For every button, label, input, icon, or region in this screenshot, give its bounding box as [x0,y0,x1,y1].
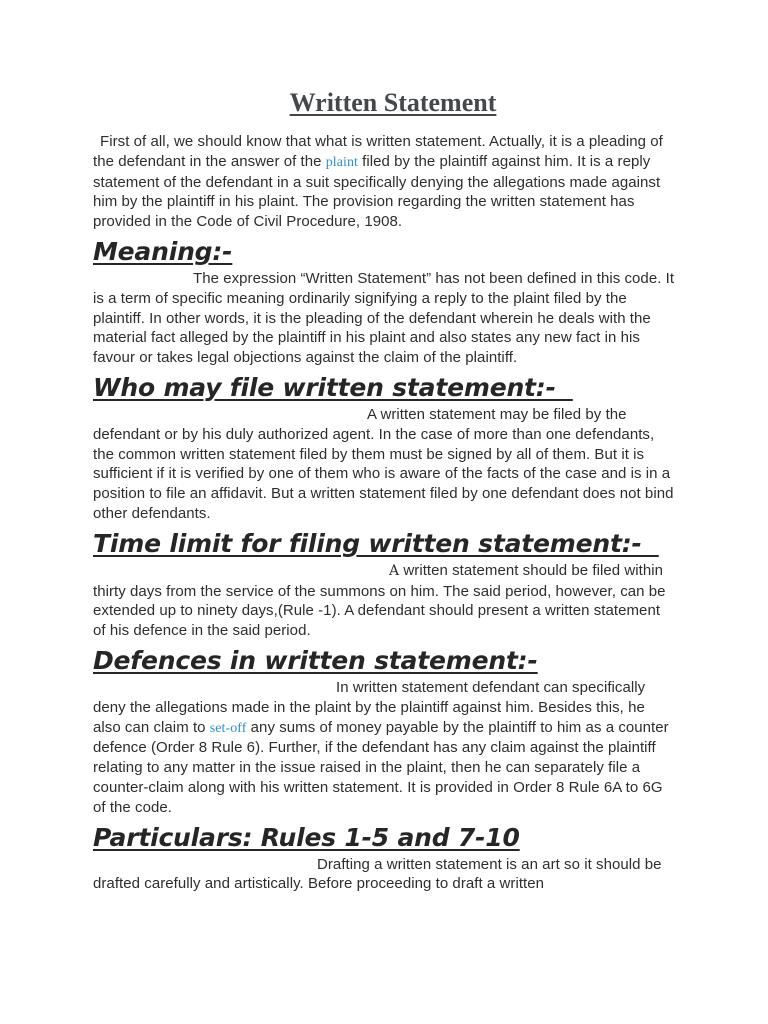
document-title: Written Statement [289,88,497,117]
who-may-file-text: A written statement may be filed by the defendant or by his duly authorized agent. In the case of more than one defendants, the common written statement filed by them must be signed by all of them. But it is sufficient if it is verified by one of them who is aware of the facts of the case and is in a position to file an affidavit. But a written statement filed by one defendant does not bind other defendants. [93,405,674,522]
plaint-link[interactable]: plaint [325,154,358,170]
time-limit-paragraph [93,561,675,641]
defences-paragraph [93,678,675,818]
document-page [93,86,675,894]
defences-text-part1: In written statement defendant can specifically deny the allegations made in the plaint by the plaintiff against him. Besides this, he also can claim to [93,678,646,736]
particulars-text: Drafting a written statement is an art so it should be drafted carefully and artistically. Before proceeding to draft a written [93,855,662,893]
set-off-link[interactable]: set-off [209,720,247,736]
time-limit-cap: A [389,562,400,579]
time-limit-text: written statement should be filed within thirty days from the service of the summons on him. The said period, however, can be extended up to ninety days,(Rule -1). A defendant should present a written statement of his defence in the said period. [93,561,666,640]
meaning-paragraph [93,269,675,368]
time-limit-heading: Time limit for filing written statement:- [93,528,659,558]
intro-text-part2: filed by the plaintiff against him. It is a reply statement of the defendant in a suit specifically denying the allegations made against him by the plaintiff in his plaint. The provision regarding the written statement has provided in the Code of Civil Procedure, 1908. [93,152,661,231]
particulars-paragraph [93,855,675,895]
meaning-text: The expression “Written Statement” has not been defined in this code. It is a term of specific meaning ordinarily signifying a reply to the plaint filed by the plaintiff. In other words, it is the pleading of the defendant wherein he deals with the material fact alleged by the plaintiff in his plaint and also states any new fact in his favour or takes legal objections against the claim of the plaintiff. [93,269,675,367]
who-may-file-heading: Who may file written statement:- [93,372,573,402]
defences-text-part2: any sums of money payable by the plaintiff to him as a counter defence (Order 8 Rule 6). Further, if the defendant has any claim against the plaintiff relating to any matter in the issue raised in the plaint, then he can separately file a counter-claim along with his written statement. It is provided in Order 8 Rule 6A to 6G of the code. [93,718,669,816]
intro-paragraph [93,132,675,232]
who-may-file-paragraph [93,405,675,524]
defences-heading: Defences in written statement:- [93,645,538,675]
intro-text-part1: First of all, we should know that what is written statement. Actually, it is a pleading of the defendant in the answer of the [93,133,663,170]
particulars-heading: Particulars: Rules 1-5 and 7-10 [93,822,520,852]
meaning-heading: Meaning:- [93,236,233,266]
